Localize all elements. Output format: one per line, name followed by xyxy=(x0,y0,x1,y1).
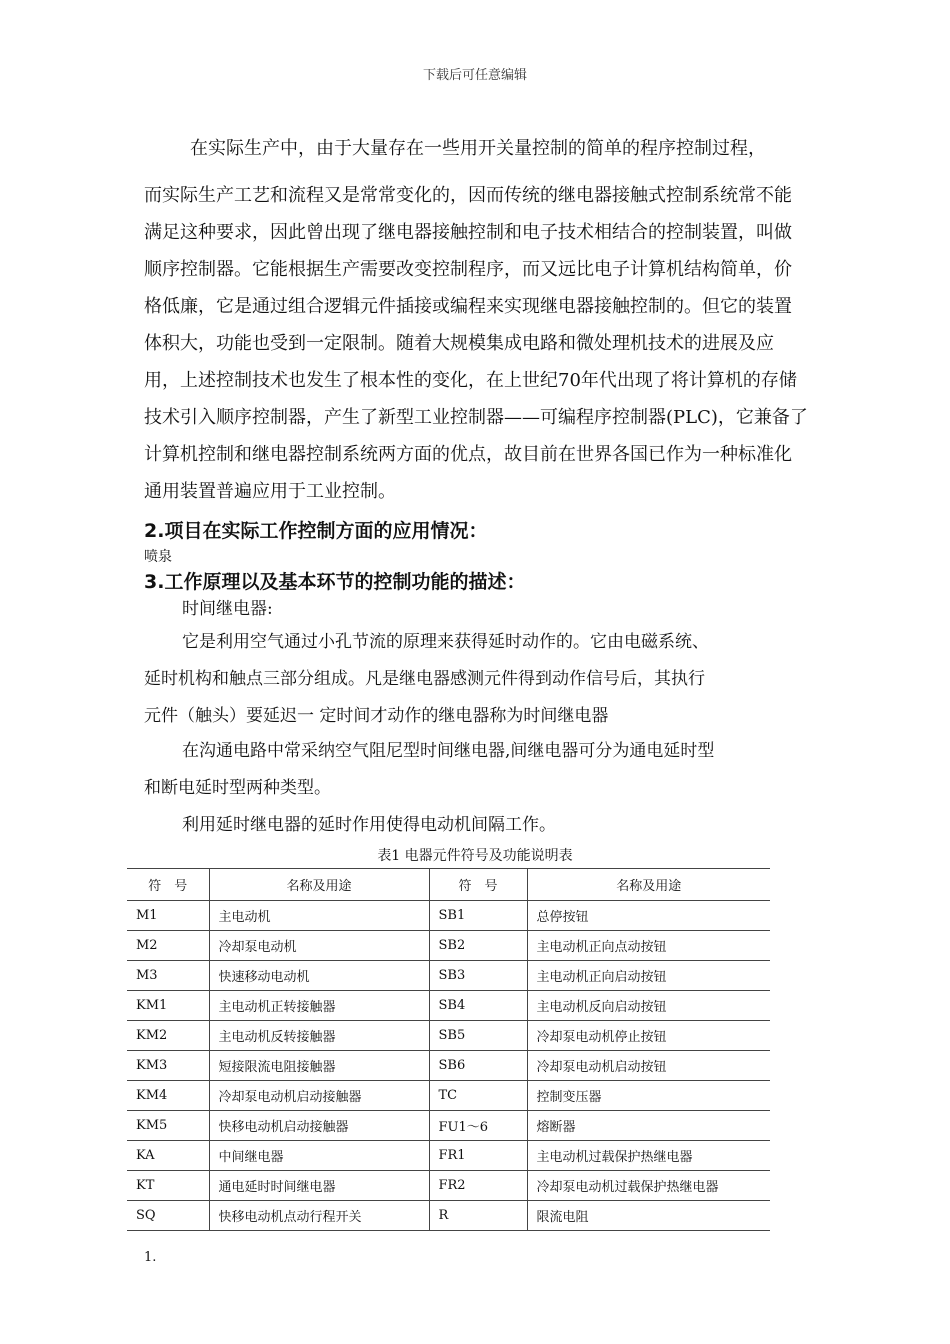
page-header: 下载后可任意编辑 xyxy=(422,68,527,83)
description-cell: 通电延时时间继电器 xyxy=(209,1171,429,1201)
intro-first-line: 在实际生产中，由于大量存在一些用开关量控制的简单的程序控制过程， xyxy=(190,138,766,159)
table-row xyxy=(127,1081,770,1111)
table-row xyxy=(127,1111,770,1141)
relay-title: 时间继电器: xyxy=(182,599,273,619)
description-cell: 冷却泵电动机启动接触器 xyxy=(209,1081,429,1111)
symbol-cell: FR1 xyxy=(429,1141,527,1171)
table-row xyxy=(127,961,770,991)
description-cell: 冷却泵电动机启动按钮 xyxy=(527,1051,770,1081)
table-header-row xyxy=(127,869,770,901)
symbol-cell: SQ xyxy=(127,1201,209,1231)
symbol-cell: KM1 xyxy=(127,991,209,1021)
description-cell: 快移电动机启动接触器 xyxy=(209,1111,429,1141)
intro-paragraph xyxy=(144,130,809,510)
description-cell: 主电动机正向启动按钮 xyxy=(527,961,770,991)
symbol-cell: SB2 xyxy=(429,931,527,961)
components-table xyxy=(127,868,770,1231)
symbol-cell: SB1 xyxy=(429,901,527,931)
symbol-cell: M1 xyxy=(127,901,209,931)
description-cell: 主电动机 xyxy=(209,901,429,931)
symbol-cell: M2 xyxy=(127,931,209,961)
table-row xyxy=(127,1021,770,1051)
description-cell: 快速移动电动机 xyxy=(209,961,429,991)
relay-para-line-2: 延时机构和触点三部分组成。凡是继电器感测元件得到动作信号后，其执行 xyxy=(144,669,705,689)
symbol-cell: FU1～6 xyxy=(429,1111,527,1141)
header-symbol-2: 符 号 xyxy=(429,869,527,901)
description-cell: 总停按钮 xyxy=(527,901,770,931)
description-cell: 主电动机反向启动按钮 xyxy=(527,991,770,1021)
description-cell: 短接限流电阻接触器 xyxy=(209,1051,429,1081)
description-cell: 主电动机过载保护热继电器 xyxy=(527,1141,770,1171)
description-cell: 冷却泵电动机过载保护热继电器 xyxy=(527,1171,770,1201)
table-row xyxy=(127,1051,770,1081)
symbol-cell: KM4 xyxy=(127,1081,209,1111)
header-symbol-1: 符 号 xyxy=(127,869,209,901)
page-number: 1. xyxy=(144,1250,157,1265)
symbol-cell: KM2 xyxy=(127,1021,209,1051)
symbol-cell: SB3 xyxy=(429,961,527,991)
description-cell: 快移电动机点动行程开关 xyxy=(209,1201,429,1231)
symbol-cell: FR2 xyxy=(429,1171,527,1201)
section-3-heading: 3.工作原理以及基本环节的控制功能的描述： xyxy=(144,571,526,593)
description-cell: 主电动机正向点动按钮 xyxy=(527,931,770,961)
description-cell: 限流电阻 xyxy=(527,1201,770,1231)
header-name-1: 名称及用途 xyxy=(209,869,429,901)
symbol-cell: KM3 xyxy=(127,1051,209,1081)
section-2-heading: 2.项目在实际工作控制方面的应用情况： xyxy=(144,520,488,542)
symbol-cell: TC xyxy=(429,1081,527,1111)
symbol-cell: M3 xyxy=(127,961,209,991)
symbol-cell: R xyxy=(429,1201,527,1231)
description-cell: 控制变压器 xyxy=(527,1081,770,1111)
relay-para-line-3: 元件（触头）要延迟一 定时间才动作的继电器称为时间继电器 xyxy=(144,706,609,726)
symbol-cell: KA xyxy=(127,1141,209,1171)
symbol-cell: SB6 xyxy=(429,1051,527,1081)
table-row xyxy=(127,991,770,1021)
description-cell: 熔断器 xyxy=(527,1111,770,1141)
table-row xyxy=(127,1141,770,1171)
application-text: 喷泉 xyxy=(144,549,172,565)
description-cell: 主电动机正转接触器 xyxy=(209,991,429,1021)
description-cell: 中间继电器 xyxy=(209,1141,429,1171)
table-row xyxy=(127,1201,770,1231)
symbol-cell: KT xyxy=(127,1171,209,1201)
table-row xyxy=(127,931,770,961)
symbol-cell: KM5 xyxy=(127,1111,209,1141)
relay-type-line-1: 在沟通电路中常采纳空气阻尼型时间继电器,间继电器可分为通电延时型 xyxy=(182,741,715,761)
description-cell: 冷却泵电动机 xyxy=(209,931,429,961)
symbol-cell: SB5 xyxy=(429,1021,527,1051)
description-cell: 主电动机反转接触器 xyxy=(209,1021,429,1051)
relay-type-line-2: 和断电延时型两种类型。 xyxy=(144,778,331,798)
relay-usage: 利用延时继电器的延时作用使得电动机间隔工作。 xyxy=(182,815,556,835)
relay-para-line-1: 它是利用空气通过小孔节流的原理来获得延时动作的。它由电磁系统、 xyxy=(182,632,709,652)
table-row xyxy=(127,1171,770,1201)
header-name-2: 名称及用途 xyxy=(527,869,770,901)
symbol-cell: SB4 xyxy=(429,991,527,1021)
intro-body: 而实际生产工艺和流程又是常常变化的，因而传统的继电器接触式控制系统常不能满足这种要求，因此曾出现了继电器接触控制和电子技术相结合的控制装置，叫做顺序控制器。它能根据生产需要改变控制程序，而又远比电子计算机结构简单，价格低廉，它是通过组合逻辑元件插接或编程来实现继电器接触控制的。但它的装置体积大，功能也受到一定限制。随着大规模集成电路和微处理机技术的进展及应用，上述控制技术也发生了根本性的变化，在上世纪70年代出现了将计算机的存储技术引入顺序控制器，产生了新型工业控制器——可编程序控制器(PLC)，它兼备了计算机控制和继电器控制系统两方面的优点，故目前在世界各国已作为一种标准化通用装置普遍应用于工业控制。 xyxy=(144,185,808,502)
description-cell: 冷却泵电动机停止按钮 xyxy=(527,1021,770,1051)
table-row xyxy=(127,901,770,931)
table-caption: 表1 电器元件符号及功能说明表 xyxy=(377,848,573,864)
